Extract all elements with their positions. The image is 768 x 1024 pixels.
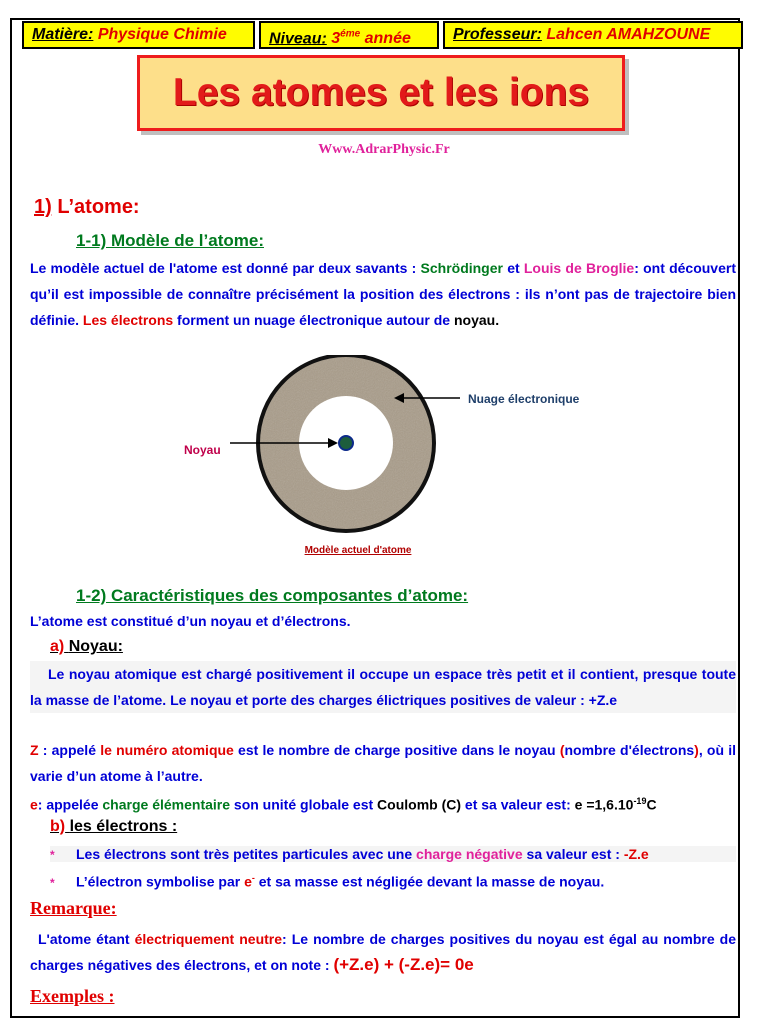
nucleus-title: Noyau: bbox=[68, 638, 123, 655]
scientist-2: Louis de Broglie bbox=[523, 260, 635, 276]
nucleus-dot bbox=[339, 436, 353, 450]
negative-charge-value: -Z.e bbox=[623, 846, 649, 862]
z-text-3: nombre d'électrons bbox=[564, 742, 695, 758]
level-rest: année bbox=[364, 30, 411, 48]
model-text-5: . bbox=[495, 312, 500, 328]
figure-caption: Modèle actuel d'atome bbox=[304, 545, 412, 556]
bullet2-text-1: L’électron symbolise par bbox=[76, 873, 245, 890]
remark-heading: Remarque: bbox=[30, 898, 117, 918]
bullet2-text-2: et sa masse est négligée devant la masse de noyau. bbox=[254, 873, 605, 890]
remark-text-2: : Le nombre de charges positives du noyau est égal au nombre de charges négatives des électrons, et on note : bbox=[30, 931, 736, 973]
elementary-charge-term: charge élémentaire bbox=[102, 796, 231, 813]
website-link[interactable]: Www.AdrarPhysic.Fr bbox=[318, 142, 450, 157]
z-text-2: est le nombre de charge positive dans le noyau bbox=[233, 742, 560, 758]
model-paragraph bbox=[30, 255, 736, 333]
z-paren-close: ) bbox=[694, 742, 699, 758]
scientist-1: Schrödinger bbox=[420, 260, 503, 276]
nucleus-term: noyau bbox=[453, 312, 496, 328]
electron-bullet-2 bbox=[50, 873, 604, 890]
remark-paragraph bbox=[30, 926, 736, 978]
level-suffix: éme bbox=[340, 29, 361, 40]
electron-symbol: e bbox=[244, 873, 252, 890]
teacher-value: Lahcen AMAHZOUNE bbox=[546, 26, 711, 43]
model-text-3: : ont découvert qu’il est impossible de connaître précisément la position des électrons : ils n’ont pas de trajectoire bien définie. bbox=[30, 260, 736, 328]
model-text-1: Le modèle actuel de l'atome est donné par deux savants : bbox=[30, 260, 421, 276]
z-paragraph bbox=[30, 737, 736, 789]
atomic-number-term: le numéro atomique bbox=[100, 742, 234, 758]
e-value: e =1,6.10 bbox=[574, 796, 634, 813]
section-title: L’atome: bbox=[57, 196, 140, 218]
bullet1-text-2: sa valeur est : bbox=[522, 846, 624, 862]
section-number: 1) bbox=[34, 196, 52, 218]
model-text-2: et bbox=[502, 260, 524, 276]
subject-value: Physique Chimie bbox=[97, 26, 227, 43]
model-text-4: forment un nuage électronique autour de bbox=[173, 312, 454, 328]
subject-cell bbox=[22, 21, 255, 49]
z-text-4: , où il varie d’un atome à l’autre. bbox=[30, 742, 736, 784]
label-cloud: Nuage électronique bbox=[468, 392, 580, 406]
level-value bbox=[331, 30, 411, 47]
subsection-heading-characteristics: 1-2) Caractéristiques des composantes d’atome: bbox=[76, 586, 469, 605]
remark-text-1: L'atome étant bbox=[38, 931, 135, 947]
electrons-title: les électrons : bbox=[69, 818, 178, 835]
z-paren-open: ( bbox=[559, 742, 565, 758]
section-heading bbox=[34, 196, 140, 219]
electron-symbol-sup: - bbox=[251, 873, 255, 883]
header-row bbox=[22, 21, 747, 49]
page-title: Les atomes et les ions bbox=[172, 71, 590, 114]
label-nucleus: Noyau bbox=[184, 443, 221, 457]
level-label: Niveau: bbox=[269, 30, 327, 48]
title-box bbox=[137, 55, 625, 131]
examples-heading: Exemples : bbox=[30, 986, 115, 1006]
bullet-star: * bbox=[50, 875, 55, 890]
z-symbol: Z bbox=[30, 742, 39, 758]
e-exponent: -19 bbox=[633, 796, 647, 806]
e-unit: C bbox=[646, 796, 657, 813]
atom-model-figure bbox=[170, 355, 610, 565]
negative-charge-term: charge négative bbox=[416, 846, 523, 862]
teacher-label: Professeur: bbox=[453, 26, 542, 43]
e-text-3: et sa valeur est: bbox=[461, 796, 575, 813]
e-text-1: : appelée bbox=[37, 796, 103, 813]
nucleus-heading bbox=[50, 638, 123, 656]
e-paragraph bbox=[30, 788, 736, 818]
nucleus-paragraph: Le noyau atomique est chargé positivement il occupe un espace très petit et il contient, presque toute la masse de l’atome. Le noyau et porte des charges élictriques positives de valeur : +Z.e bbox=[30, 661, 736, 713]
e-text-2: son unité globale est bbox=[230, 796, 378, 813]
teacher-cell bbox=[443, 21, 743, 49]
subsection-heading-model: 1-1) Modèle de l’atome: bbox=[76, 231, 264, 250]
atom-composition: L’atome est constitué d’un noyau et d’électrons. bbox=[30, 613, 351, 629]
electrons-letter: b) bbox=[50, 818, 66, 835]
electron-bullet-1 bbox=[50, 846, 736, 862]
bullet-star: * bbox=[50, 848, 55, 862]
neutral-term: électriquement neutre bbox=[134, 931, 283, 947]
e-symbol: e bbox=[30, 796, 38, 813]
subject-label: Matière: bbox=[32, 26, 94, 43]
neutrality-equation: (+Z.e) + (-Z.e)= 0e bbox=[333, 955, 474, 974]
z-text-1: : appelé bbox=[38, 742, 101, 758]
level-number: 3 bbox=[331, 30, 341, 48]
nucleus-letter: a) bbox=[50, 638, 65, 655]
coulomb-term: Coulomb (C) bbox=[377, 796, 462, 813]
level-cell bbox=[259, 21, 439, 49]
electrons-term: Les électrons bbox=[82, 312, 174, 328]
bullet1-text-1: Les électrons sont très petites particules avec une bbox=[76, 846, 417, 862]
electrons-heading bbox=[50, 818, 177, 836]
